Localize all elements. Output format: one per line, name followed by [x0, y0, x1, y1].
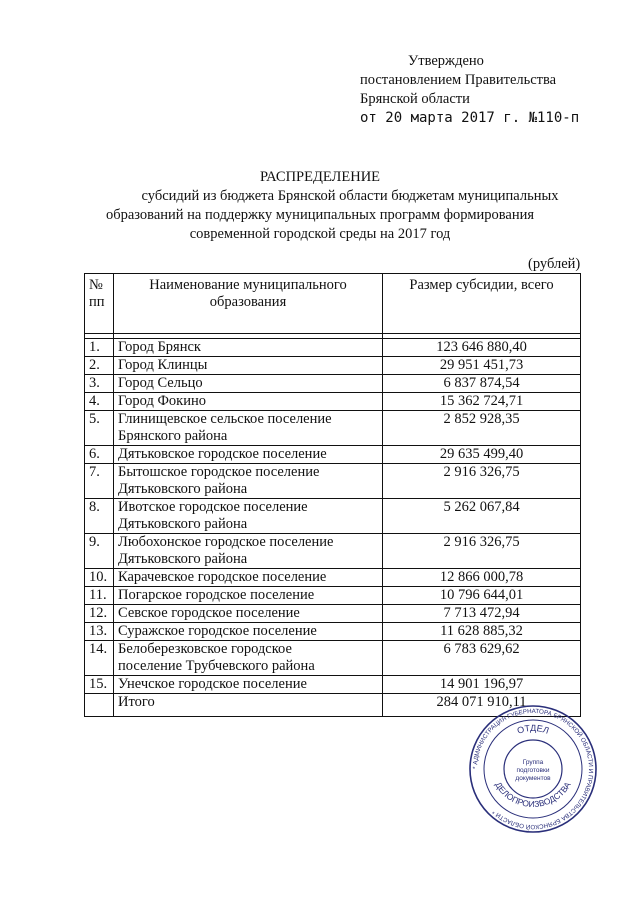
row-name: Белоберезковское городское поселение Трубчевского района [114, 641, 383, 676]
table-row [85, 375, 581, 393]
stamp-center-2: подготовки [516, 767, 550, 774]
row-number: 14. [85, 641, 114, 676]
row-amount: 10 796 644,01 [383, 587, 581, 605]
row-number: 5. [85, 411, 114, 446]
document-title [0, 168, 640, 244]
row-amount: 123 646 880,40 [383, 339, 581, 357]
stamp-outer-text: * АДМИНИСТРАЦИЯ ГУБЕРНАТОРА БРЯНСКОЙ ОБЛАСТИ И ПРАВИТЕЛЬСТВА БРЯНСКОЙ ОБЛАСТИ * [471, 707, 595, 831]
approval-date: от 20 марта 2017 г. №110-п [360, 110, 580, 126]
table-row [85, 357, 581, 375]
row-amount: 6 837 874,54 [383, 375, 581, 393]
row-name: Глинищевское сельское поселение Брянского района [114, 411, 383, 446]
row-number: 9. [85, 534, 114, 569]
row-amount: 2 916 326,75 [383, 464, 581, 499]
approval-line-1: Утверждено [408, 53, 484, 69]
table-row [85, 569, 581, 587]
table-row [85, 587, 581, 605]
row-amount: 12 866 000,78 [383, 569, 581, 587]
row-name: Город Клинцы [114, 357, 383, 375]
row-number: 10. [85, 569, 114, 587]
table-row [85, 393, 581, 411]
row-name: Суражское городское поселение [114, 623, 383, 641]
approval-line-2: постановлением Правительства [360, 72, 557, 88]
total-label: Итого [114, 694, 383, 717]
table-row [85, 676, 581, 694]
approval-block [360, 52, 579, 128]
row-number: 2. [85, 357, 114, 375]
table-row [85, 605, 581, 623]
stamp-center-1: Группа [522, 759, 544, 766]
row-name: Унечское городское поселение [114, 676, 383, 694]
row-number: 7. [85, 464, 114, 499]
stamp-arc-bottom: ДЕЛОПРОИЗВОДСТВА [493, 780, 573, 810]
row-amount: 14 901 196,97 [383, 676, 581, 694]
row-number: 12. [85, 605, 114, 623]
row-name: Город Фокино [114, 393, 383, 411]
row-number: 6. [85, 446, 114, 464]
row-name: Ивотское городское поселение Дятьковского района [114, 499, 383, 534]
header-name: Наименование муниципального образования [114, 274, 383, 334]
approval-line-3: Брянской области [360, 91, 470, 107]
table-row [85, 499, 581, 534]
row-amount: 2 916 326,75 [383, 534, 581, 569]
unit-label: (рублей) [528, 256, 581, 272]
row-amount: 7 713 472,94 [383, 605, 581, 623]
total-number [85, 694, 114, 717]
header-amount: Размер субсидии, всего [383, 274, 581, 334]
row-number: 11. [85, 587, 114, 605]
table-header-row [85, 274, 581, 334]
row-number: 3. [85, 375, 114, 393]
stamp-center-3: документов [515, 775, 551, 782]
official-stamp [468, 704, 598, 834]
row-amount: 11 628 885,32 [383, 623, 581, 641]
row-name: Погарское городское поселение [114, 587, 383, 605]
row-name: Карачевское городское поселение [114, 569, 383, 587]
table-row [85, 446, 581, 464]
table-row [85, 623, 581, 641]
table-row [85, 339, 581, 357]
subsidy-table [84, 273, 581, 717]
row-amount: 15 362 724,71 [383, 393, 581, 411]
total-amount: 284 071 910,11 [383, 694, 581, 717]
row-name: Город Сельцо [114, 375, 383, 393]
table-row [85, 411, 581, 446]
row-amount: 29 951 451,73 [383, 357, 581, 375]
title-heading: РАСПРЕДЕЛЕНИЕ [259, 169, 381, 185]
row-name: Дятьковское городское поселение [114, 446, 383, 464]
stamp-arc-top: ОТДЕЛ [515, 723, 551, 736]
row-name: Любохонское городское поселение Дятьковского района [114, 534, 383, 569]
row-amount: 2 852 928,35 [383, 411, 581, 446]
table-row [85, 534, 581, 569]
title-line-3: современной городской среды на 2017 год [189, 226, 451, 242]
row-amount: 6 783 629,62 [383, 641, 581, 676]
header-num: № пп [85, 274, 114, 334]
row-number: 8. [85, 499, 114, 534]
title-line-2: образований на поддержку муниципальных программ формирования [105, 207, 535, 223]
row-number: 15. [85, 676, 114, 694]
row-name: Бытошское городское поселение Дятьковского района [114, 464, 383, 499]
row-name: Город Брянск [114, 339, 383, 357]
row-number: 13. [85, 623, 114, 641]
row-amount: 5 262 067,84 [383, 499, 581, 534]
table-row [85, 464, 581, 499]
title-line-1: субсидий из бюджета Брянской области бюджетам муниципальных [141, 188, 559, 204]
table-row [85, 641, 581, 676]
row-name: Севское городское поселение [114, 605, 383, 623]
row-number: 4. [85, 393, 114, 411]
row-amount: 29 635 499,40 [383, 446, 581, 464]
row-number: 1. [85, 339, 114, 357]
